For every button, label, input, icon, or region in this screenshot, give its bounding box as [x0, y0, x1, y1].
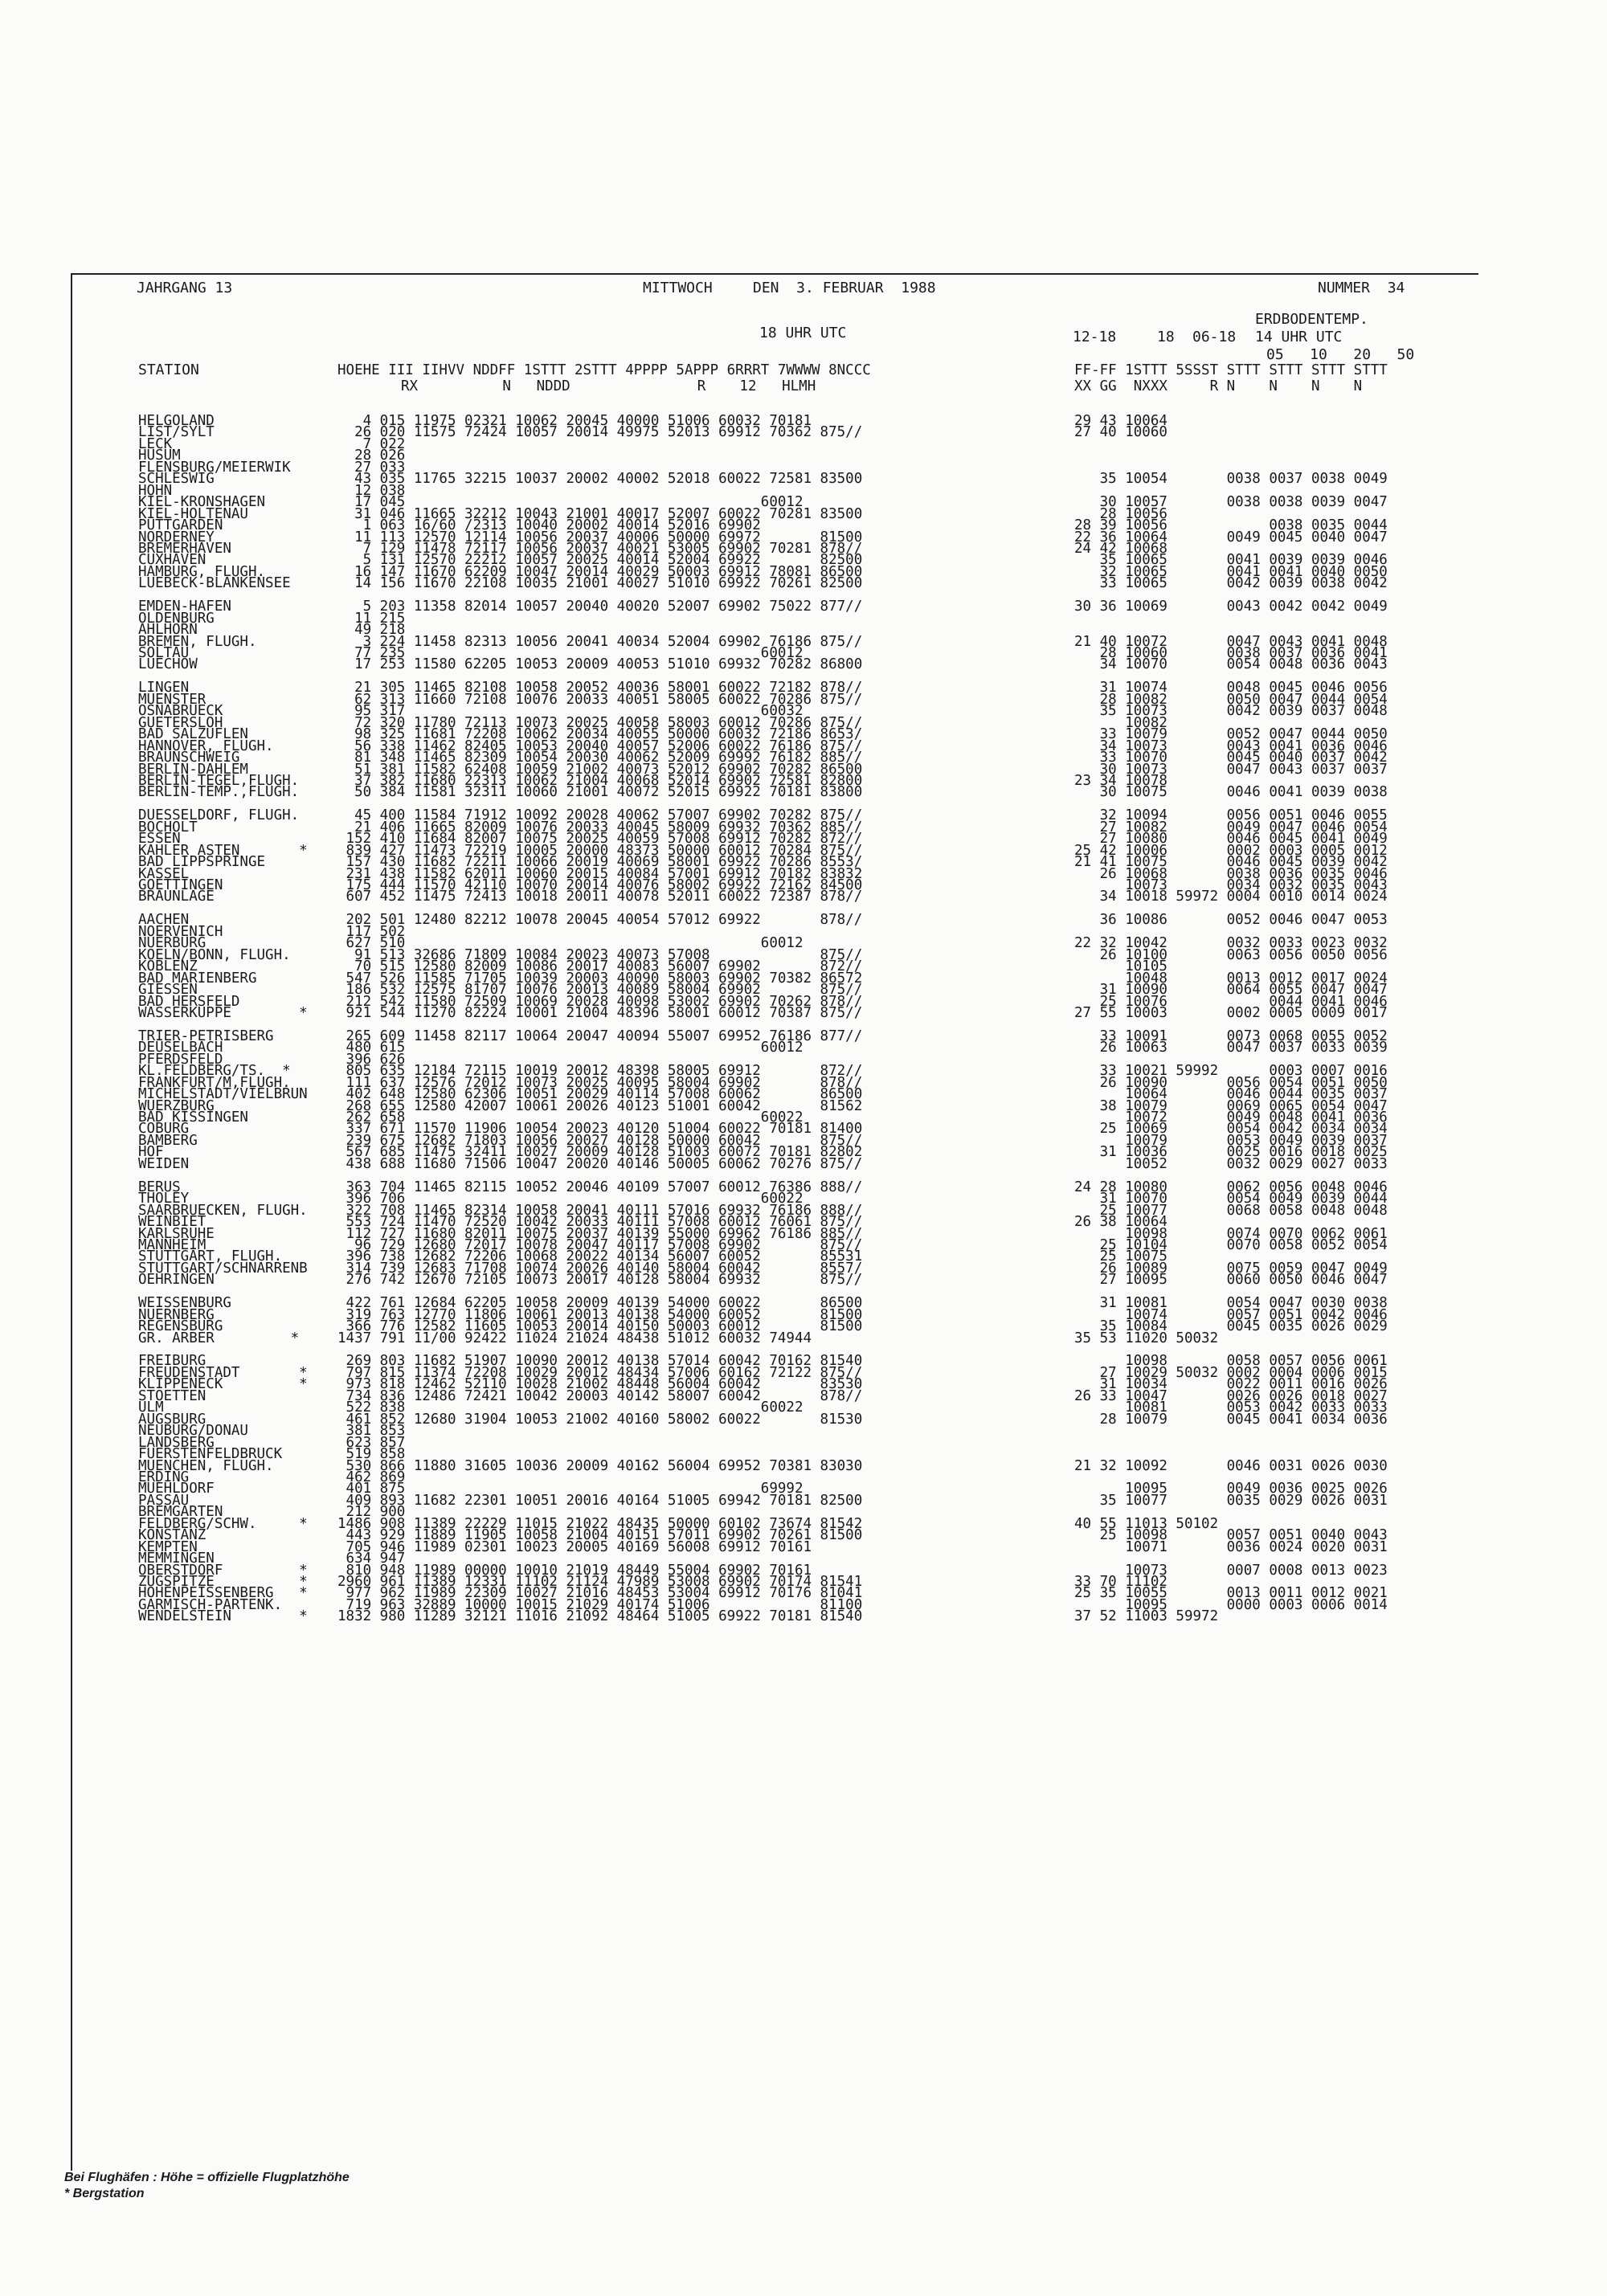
- right-values: 22 36 10064 0049 0045 0040 0047: [1074, 529, 1388, 545]
- right-values: 22 32 10042 0032 0033 0023 0032: [1074, 935, 1388, 952]
- footnote-mountain-station: * Bergstation: [64, 2187, 145, 2200]
- observation-values: 797 815 11374 72208 10029 20012 48434 57006 60162 72122 875//: [337, 1364, 863, 1381]
- station-name: WEINBIET: [138, 1214, 206, 1231]
- right-values: 23 34 10078: [1074, 772, 1167, 789]
- observation-values: 212 542 11580 72509 10069 20028 40098 53002 69902 70262 878//: [337, 993, 863, 1010]
- right-values: 31 10074 0048 0045 0046 0056: [1074, 680, 1388, 697]
- right-values: 27 10080 0046 0045 0041 0049: [1074, 831, 1388, 848]
- observation-values: 157 430 11682 72211 10066 20019 40069 58001 69922 70286 8553/: [337, 854, 863, 871]
- station-name: LINGEN: [138, 680, 190, 697]
- station-name: MEMMINGEN: [138, 1550, 215, 1567]
- observation-values: 422 761 12684 62205 10058 20009 40139 54000 60022 86500: [337, 1295, 863, 1312]
- right-values: 31 10036 0025 0016 0018 0025: [1074, 1144, 1388, 1161]
- station-name: HUSUM: [138, 447, 181, 464]
- observation-values: 363 704 11465 82115 10052 20046 40109 57007 60012 76386 888//: [337, 1179, 863, 1195]
- station-name: HELGOLAND: [138, 413, 215, 429]
- station-name: OEHRINGEN: [138, 1272, 215, 1289]
- observation-values: 117 502: [337, 923, 406, 940]
- station-name: AACHEN: [138, 912, 190, 929]
- observation-values: 212 900: [337, 1504, 406, 1521]
- observation-values: 1 063 16/60 /2313 10040 20002 40014 52016 69902: [337, 517, 761, 534]
- right-values: 26 10068 0038 0036 0035 0046: [1074, 865, 1388, 882]
- station-name: NOERVENICH: [138, 923, 223, 940]
- right-values: 25 10076 0044 0041 0046: [1074, 993, 1388, 1010]
- depth-labels: 05 10 20 50: [1266, 346, 1415, 363]
- right-values: 25 42 10006 0002 0003 0005 0012: [1074, 842, 1388, 859]
- observation-values: 186 532 12575 81707 10076 20013 40089 58004 69902 875//: [337, 982, 863, 999]
- station-name: NUERBURG: [138, 935, 206, 952]
- observation-values: 734 836 12486 72421 10042 20003 40142 58007 60042 878//: [337, 1387, 863, 1404]
- station-name: HOHENPEISSENBERG *: [138, 1585, 308, 1602]
- station-name: BERUS: [138, 1179, 181, 1195]
- station-name: AHLHORN: [138, 622, 198, 639]
- station-name: REGENSBURG: [138, 1318, 223, 1335]
- station-name: KIEL-HOLTENAU: [138, 505, 248, 522]
- right-values: 27 10082 0049 0047 0046 0054: [1074, 819, 1388, 835]
- right-values: 34 10070 0054 0048 0036 0043: [1074, 656, 1388, 673]
- right-values: 26 10089 0075 0059 0047 0049: [1074, 1260, 1388, 1277]
- right-values: 10074 0057 0051 0042 0046: [1074, 1306, 1388, 1323]
- weekday-label: MITTWOCH: [643, 280, 713, 296]
- jahrgang-label: JAHRGANG 13: [137, 280, 233, 296]
- right-values: 29 43 10064: [1074, 413, 1167, 429]
- station-name: FUERSTENFELDBRUCK: [138, 1446, 283, 1463]
- station-name: FREIBURG: [138, 1353, 206, 1370]
- station-name: SOLTAU: [138, 645, 190, 661]
- station-name: GARMISCH-PARTENK.: [138, 1596, 283, 1613]
- station-name: BERLIN-TEMP.,FLUGH.: [138, 784, 300, 801]
- station-name: ERDING: [138, 1469, 190, 1485]
- station-name: LUECHOW: [138, 656, 198, 673]
- right-values: 25 10104 0070 0058 0052 0054: [1074, 1236, 1388, 1253]
- station-name: NORDERNEY: [138, 529, 215, 545]
- station-name: FRANKFURT/M,FLUGH.: [138, 1074, 291, 1091]
- observation-values: 1832 980 11289 32121 11016 21092 48464 51005 69922 70181 81540: [337, 1608, 863, 1625]
- observation-values: 623 857: [337, 1434, 406, 1451]
- observation-values: 396 738 12682 72206 10068 20022 40134 56007 60052 85531: [337, 1248, 863, 1265]
- station-name: GR. ARBER *: [138, 1330, 300, 1346]
- observation-values: 28 026: [337, 447, 406, 464]
- right-values: 35 10073 0042 0039 0037 0048: [1074, 703, 1388, 720]
- station-name: BAD LIPPSPRINGE: [138, 854, 266, 871]
- station-name: BERLIN-DAHLEM: [138, 761, 248, 778]
- right-values: 31 10090 0064 0055 0047 0047: [1074, 982, 1388, 999]
- observation-values: 977 962 11989 22309 10027 21016 48453 53004 69912 70176 81041: [337, 1585, 863, 1602]
- station-name: STOETTEN: [138, 1387, 206, 1404]
- station-name: THOLEY: [138, 1191, 190, 1207]
- observation-values: 5 203 11358 82014 10057 20040 40020 52007 69902 75022 877//: [337, 599, 863, 615]
- station-name: PUTTGARDEN: [138, 517, 223, 534]
- observation-values: 319 763 12770 11806 10061 20013 40138 54000 60052 81500: [337, 1306, 863, 1323]
- observation-values: 50 384 11581 32311 10060 21001 40072 52015 69922 70181 83800: [337, 784, 863, 801]
- station-name: TRIER-PETRISBERG: [138, 1027, 274, 1044]
- issue-number: NUMMER 34: [1318, 280, 1405, 296]
- right-values: 27 10095 0060 0050 0046 0047: [1074, 1272, 1388, 1289]
- station-name: KASSEL: [138, 865, 190, 882]
- observation-values: 409 893 11682 22301 10051 20016 40164 51005 69942 70181 82500: [337, 1492, 863, 1509]
- observation-values: 810 948 11989 00000 10010 21019 48449 55004 69902 70161: [337, 1562, 812, 1579]
- station-name: BAD MARIENBERG: [138, 970, 257, 987]
- right-values: 24 42 10068: [1074, 540, 1167, 557]
- station-name: NUERNBERG: [138, 1306, 215, 1323]
- right-values: 35 10077 0035 0029 0026 0031: [1074, 1492, 1388, 1509]
- right-values: 10079 0053 0049 0039 0037: [1074, 1132, 1388, 1149]
- right-values: 26 10063 0047 0037 0033 0039: [1074, 1040, 1388, 1056]
- station-name: BRAUNLAGE: [138, 889, 215, 905]
- station-name: KAHLER ASTEN *: [138, 842, 308, 859]
- station-name: BOCHOLT: [138, 819, 198, 835]
- observation-values: 519 858: [337, 1446, 406, 1463]
- main-column-codes-2: RX N NDDD R 12 HLMH: [401, 378, 816, 394]
- right-values: 33 10070 0045 0040 0037 0042: [1074, 750, 1388, 766]
- observation-values: 21 406 11665 82009 10076 20033 40045 58009 69932 70362 885//: [337, 819, 863, 835]
- observation-values: 547 526 11585 71705 10039 20003 40090 58003 69902 70382 86572: [337, 970, 863, 987]
- station-name: OBERSTDORF *: [138, 1562, 308, 1579]
- right-values: 10081 0053 0042 0033 0033: [1074, 1399, 1388, 1416]
- observation-values: 402 648 12580 62306 10051 20029 40114 57008 60062 86500: [337, 1086, 863, 1103]
- observation-values: 111 637 12576 72012 10073 20025 40095 58004 69902 878//: [337, 1074, 863, 1091]
- right-values: 10098 0058 0057 0056 0061: [1074, 1353, 1388, 1370]
- station-name: DUESSELDORF, FLUGH.: [138, 807, 300, 824]
- observation-values: 973 818 12462 52110 10028 21002 48448 56004 60042 83530: [337, 1376, 863, 1393]
- observation-values: 21 305 11465 82108 10058 20052 40036 58001 60022 72182 878//: [337, 680, 863, 697]
- station-name: FELDBERG/SCHW. *: [138, 1515, 308, 1532]
- observation-values: 91 513 32686 71809 10084 20023 40073 57008 875//: [337, 946, 863, 963]
- right-values: 26 33 10047 0026 0026 0018 0027: [1074, 1387, 1388, 1404]
- right-values: 33 10091 0073 0068 0055 0052: [1074, 1027, 1388, 1044]
- right-values: 32 10094 0056 0051 0046 0055: [1074, 807, 1388, 824]
- right-values: 21 32 10092 0046 0031 0026 0030: [1074, 1457, 1388, 1474]
- observation-values: 265 609 11458 82117 10064 20047 40094 55007 69952 76186 877//: [337, 1027, 863, 1044]
- observation-values: 239 675 12682 71803 10056 20027 40128 50000 60042 875//: [337, 1132, 863, 1149]
- observation-values: 4 015 11975 02321 10062 20045 40000 51006 60032 70181: [337, 413, 812, 429]
- right-column-codes-2: XX GG NXXX R N N N N: [1074, 378, 1363, 394]
- observation-values: 1486 908 11389 22229 11015 21022 48435 50000 60102 73674 81542: [337, 1515, 863, 1532]
- station-name: BERLIN-TEGEL,FLUGH.: [138, 772, 300, 789]
- station-name: PFERDSFELD: [138, 1051, 223, 1068]
- observation-values: 43 035 11765 32215 10037 20002 40002 52018 60022 72581 83500: [337, 471, 863, 488]
- observation-values: 480 615 60012: [337, 1040, 804, 1056]
- right-values: 26 10100 0063 0056 0050 0056: [1074, 946, 1388, 963]
- right-values: 33 10065 0042 0039 0038 0042: [1074, 575, 1388, 592]
- observation-values: 62 313 11660 72108 10076 20033 40051 58005 60022 70286 875//: [337, 691, 863, 708]
- observation-values: 27 033: [337, 459, 406, 476]
- right-values: 31 10081 0054 0047 0030 0038: [1074, 1295, 1388, 1312]
- observation-values: 443 929 11889 11905 10058 21004 40151 57011 69902 70261 81500: [337, 1527, 863, 1544]
- observation-values: 921 544 11270 82224 10001 21004 48396 58001 60012 70387 875//: [337, 1004, 863, 1021]
- right-values: 25 10098 0057 0051 0040 0043: [1074, 1527, 1388, 1544]
- station-name: MUENCHEN, FLUGH.: [138, 1457, 274, 1474]
- group-06-18: 06-18: [1192, 329, 1237, 345]
- observation-values: 17 045 60012: [337, 494, 804, 511]
- observation-values: 607 452 11475 72413 10018 20011 40078 52011 60022 72387 878//: [337, 889, 863, 905]
- right-column-codes: FF-FF 1STTT 5SSST STTT STTT STTT STTT: [1074, 362, 1388, 378]
- right-values: 27 55 10003 0002 0005 0009 0017: [1074, 1004, 1388, 1021]
- observation-values: 12 038: [337, 482, 406, 499]
- station-name: GUETERSLOH: [138, 714, 223, 731]
- observation-values: 95 317 60032: [337, 703, 804, 720]
- right-values: 28 10060 0038 0037 0036 0041: [1074, 645, 1388, 661]
- observation-values: 381 853: [337, 1423, 406, 1440]
- right-values: 10095 0000 0003 0006 0014: [1074, 1596, 1388, 1613]
- group-18: 18: [1157, 329, 1175, 345]
- observation-values: 314 739 12683 71708 10074 20026 40140 58004 60042 8557/: [337, 1260, 863, 1277]
- station-name: KL.FELDBERG/TS. *: [138, 1063, 291, 1080]
- observation-values: 438 688 11680 71506 10047 20020 40146 50005 60062 70276 875//: [337, 1155, 863, 1172]
- station-name: CUXHAVEN: [138, 552, 206, 569]
- right-values: 33 10021 59992 0003 0007 0016: [1074, 1063, 1388, 1080]
- observation-values: 462 869: [337, 1469, 406, 1485]
- observation-values: 553 724 11470 72520 10042 20033 40111 57008 60012 76061 875//: [337, 1214, 863, 1231]
- station-name: KARLSRUHE: [138, 1225, 215, 1242]
- station-name: MUENSTER: [138, 691, 206, 708]
- right-values: 28 39 10056 0038 0035 0044: [1074, 517, 1388, 534]
- observation-values: 49 218: [337, 622, 406, 639]
- station-name: BAD KISSINGEN: [138, 1109, 248, 1126]
- station-name: STUTTGART/SCHNARRENB: [138, 1260, 308, 1277]
- observation-values: 719 963 32889 10000 10015 21029 40174 51006 81100: [337, 1596, 863, 1613]
- observation-values: 45 400 11584 71912 10092 20028 40062 57007 69902 70282 875//: [337, 807, 863, 824]
- observation-values: 16 147 11670 62209 10047 20014 40029 50003 69912 78081 86500: [337, 563, 863, 580]
- station-name: BAMBERG: [138, 1132, 198, 1149]
- station-name: KLIPPENECK *: [138, 1376, 308, 1393]
- observation-values: 805 635 12184 72115 10019 20012 48398 58005 69912 872//: [337, 1063, 863, 1080]
- station-name: HANNOVER, FLUGH.: [138, 737, 274, 754]
- observation-values: 17 253 11580 62205 10053 20009 40053 51010 69932 70282 86800: [337, 656, 863, 673]
- observation-values: 231 438 11582 62011 10060 20015 40084 57001 69912 70182 83832: [337, 865, 863, 882]
- station-name: FLENSBURG/MEIERWIK: [138, 459, 291, 476]
- erdboden-time: 14 UHR UTC: [1255, 329, 1343, 345]
- right-values: 26 38 10064: [1074, 1214, 1167, 1231]
- right-values: 10073 0034 0032 0035 0043: [1074, 877, 1388, 893]
- observation-values: 337 671 11570 11906 10054 20023 40120 51004 60022 70181 81400: [337, 1121, 863, 1138]
- station-name: GIESSEN: [138, 982, 198, 999]
- observation-values: 98 325 11681 72208 10062 20034 40055 50000 60032 72186 8653/: [337, 726, 863, 743]
- station-name: WEIDEN: [138, 1155, 190, 1172]
- station-name: WUERZBURG: [138, 1097, 215, 1114]
- station-name: BREMEN, FLUGH.: [138, 633, 257, 650]
- observation-values: 37 382 11680 22313 10062 21004 40068 52014 69902 72581 82800: [337, 772, 863, 789]
- station-name: KONSTANZ: [138, 1527, 206, 1544]
- observation-values: 31 046 11665 32212 10043 21001 40017 52007 60022 70281 83500: [337, 505, 863, 522]
- right-values: 25 10077 0068 0058 0048 0048: [1074, 1202, 1388, 1219]
- right-values: 38 10079 0069 0065 0054 0047: [1074, 1097, 1388, 1114]
- station-name: KOELN/BONN, FLUGH.: [138, 946, 291, 963]
- station-name: GOETTINGEN: [138, 877, 223, 893]
- station-name: ESSEN: [138, 831, 181, 848]
- station-name: HOF: [138, 1144, 164, 1161]
- station-name: BREMERHAVEN: [138, 540, 231, 557]
- right-values: 25 35 10055 0013 0011 0012 0021: [1074, 1585, 1388, 1602]
- right-values: 21 40 10072 0047 0043 0041 0048: [1074, 633, 1388, 650]
- right-values: 35 10084 0045 0035 0026 0029: [1074, 1318, 1388, 1335]
- station-name: HAMBURG, FLUGH.: [138, 563, 266, 580]
- observation-values: 81 348 11465 82309 10054 20030 40062 52009 69992 76182 885//: [337, 750, 863, 766]
- right-values: 10052 0032 0029 0027 0033: [1074, 1155, 1388, 1172]
- right-values: 40 55 11013 50102: [1074, 1515, 1219, 1532]
- station-name: EMDEN-HAFEN: [138, 599, 231, 615]
- right-values: 30 10073 0047 0043 0037 0037: [1074, 761, 1388, 778]
- observation-values: 96 729 12680 72017 10078 20047 40117 57008 69902 875//: [337, 1236, 863, 1253]
- station-name: WEISSENBURG: [138, 1295, 231, 1312]
- station-name: AUGSBURG: [138, 1411, 206, 1428]
- right-values: 27 40 10060: [1074, 424, 1167, 441]
- observation-values: 276 742 12670 72105 10073 20017 40128 58004 69932 875//: [337, 1272, 863, 1289]
- station-name: LUEBECK-BLANKENSEE: [138, 575, 291, 592]
- right-values: 35 53 11020 50032: [1074, 1330, 1219, 1346]
- right-values: 33 70 11102: [1074, 1574, 1167, 1590]
- station-name: BREMGARTEN: [138, 1504, 223, 1521]
- right-values: 10095 0049 0036 0025 0026: [1074, 1481, 1388, 1497]
- station-name: DEUSELBACH: [138, 1040, 223, 1056]
- station-name: HOHN: [138, 482, 173, 499]
- right-values: 35 10065 0041 0039 0039 0046: [1074, 552, 1388, 569]
- right-values: 36 10086 0052 0046 0047 0053: [1074, 912, 1388, 929]
- right-values: 27 10029 50032 0002 0004 0006 0015: [1074, 1364, 1388, 1381]
- observation-values: 51 381 11582 62408 10059 21002 40073 52012 69902 70282 86500: [337, 761, 863, 778]
- right-values: 28 10082 0050 0047 0044 0054: [1074, 691, 1388, 708]
- observation-values: 627 510 60012: [337, 935, 804, 952]
- station-name: MANNHEIM: [138, 1236, 206, 1253]
- station-name: KOBLENZ: [138, 958, 198, 975]
- station-name: OSNABRUECK: [138, 703, 223, 720]
- right-values: 33 10079 0052 0047 0044 0050: [1074, 726, 1388, 743]
- observation-values: 175 444 11570 42110 10070 20014 40076 58002 69922 72162 84500: [337, 877, 863, 893]
- group-12-18: 12-18: [1073, 329, 1117, 345]
- observation-values: 11 215: [337, 610, 406, 627]
- observation-values: 530 866 11880 31605 10036 20009 40162 56004 69952 70381 83030: [337, 1457, 863, 1474]
- right-values: 30 36 10069 0043 0042 0042 0049: [1074, 599, 1388, 615]
- observation-values: 5 131 12570 22212 10057 20025 40014 52004 69922 82500: [337, 552, 863, 569]
- station-name: WENDELSTEIN *: [138, 1608, 308, 1625]
- station-name: BRAUNSCHWEIG: [138, 750, 240, 766]
- station-name: LECK: [138, 435, 173, 452]
- station-name: MICHELSTADT/VIELBRUN: [138, 1086, 308, 1103]
- right-values: 34 10073 0043 0041 0036 0046: [1074, 737, 1388, 754]
- right-values: 21 41 10075 0046 0045 0039 0042: [1074, 854, 1388, 871]
- station-name: COBURG: [138, 1121, 190, 1138]
- station-name: ZUGSPITZE *: [138, 1574, 308, 1590]
- right-values: 10072 0049 0048 0041 0036: [1074, 1109, 1388, 1126]
- observation-values: 401 875 69992: [337, 1481, 804, 1497]
- station-name: BAD SALZUFLEN: [138, 726, 248, 743]
- observation-values: 112 727 11680 82011 10075 20037 40139 55000 69962 76186 885//: [337, 1225, 863, 1242]
- observation-values: 522 838 60022: [337, 1399, 804, 1416]
- station-name: MUEHLDORF: [138, 1481, 215, 1497]
- right-values: 10048 0013 0012 0017 0024: [1074, 970, 1388, 987]
- table-row: [0, 1608, 1607, 1624]
- main-column-codes: HOEHE III IIHVV NDDFF 1STTT 2STTT 4PPPP 5APPP 6RRRT 7WWWW 8NCCC: [337, 362, 871, 378]
- observation-values: 268 655 12580 42007 10061 20026 40123 51001 60042 81562: [337, 1097, 863, 1114]
- right-values: 25 10075: [1074, 1248, 1167, 1265]
- date-label: DEN 3. FEBRUAR 1988: [753, 280, 936, 296]
- observation-values: 77 235 60012: [337, 645, 804, 661]
- observation-values: 634 947: [337, 1550, 406, 1567]
- right-values: 32 10065 0041 0041 0040 0050: [1074, 563, 1388, 580]
- group-18-uhr: 18 UHR UTC: [759, 325, 847, 341]
- right-values: 10082: [1074, 714, 1167, 731]
- station-name: OLDENBURG: [138, 610, 215, 627]
- station-name: FREUDENSTADT *: [138, 1364, 308, 1381]
- station-name: KEMPTEN: [138, 1538, 198, 1555]
- observation-values: 70 515 12580 82009 10086 20017 40083 56007 69902 872//: [337, 958, 863, 975]
- observation-values: 14 156 11670 22108 10035 21001 40027 51010 69922 70261 82500: [337, 575, 863, 592]
- station-name: ULM: [138, 1399, 164, 1416]
- observation-values: 1437 791 11/00 92422 11024 21024 48438 51012 60032 74944: [337, 1330, 812, 1346]
- observation-values: 705 946 11989 02301 10023 20005 40169 56008 69912 70161: [337, 1538, 812, 1555]
- station-name: PASSAU: [138, 1492, 190, 1509]
- right-values: 34 10018 59972 0004 0010 0014 0024: [1074, 889, 1388, 905]
- station-name: LIST/SYLT: [138, 424, 215, 441]
- right-values: 10071 0036 0024 0020 0031: [1074, 1538, 1388, 1555]
- station-name: STUTTGART, FLUGH.: [138, 1248, 283, 1265]
- right-values: 26 10090 0056 0054 0051 0050: [1074, 1074, 1388, 1091]
- observation-values: 3 224 11458 82313 10056 20041 40034 52004 69902 76186 875//: [337, 633, 863, 650]
- station-name: SCHLESWIG: [138, 471, 215, 488]
- observation-values: 567 685 11475 32411 10027 20009 40128 51003 60072 70181 82802: [337, 1144, 863, 1161]
- observation-values: 461 852 12680 31904 10053 21002 40160 58002 60022 81530: [337, 1411, 863, 1428]
- observation-values: 396 626: [337, 1051, 406, 1068]
- footnote-airport-height: Bei Flughäfen : Höhe = offizielle Flugplatzhöhe: [64, 2171, 350, 2184]
- right-values: 31 10070 0054 0049 0039 0044: [1074, 1191, 1388, 1207]
- right-values: 10064 0046 0044 0035 0037: [1074, 1086, 1388, 1103]
- station-name: LANDSBERG: [138, 1434, 215, 1451]
- right-values: 24 28 10080 0062 0056 0048 0046: [1074, 1179, 1388, 1195]
- right-values: 37 52 11003 59972: [1074, 1608, 1219, 1625]
- observation-values: 322 708 11465 82314 10058 20041 40111 57016 69932 76186 888//: [337, 1202, 863, 1219]
- observation-values: 2960 961 11389 12331 11102 21124 47989 53008 69902 70174 81541: [337, 1574, 863, 1590]
- station-name: NEUBURG/DONAU: [138, 1423, 248, 1440]
- observation-values: 262 658 60022: [337, 1109, 804, 1126]
- observation-values: 202 501 12480 82212 10078 20045 40054 57012 69922 878//: [337, 912, 863, 929]
- station-name: WASSERKUPPE *: [138, 1004, 308, 1021]
- station-name: SAARBRUECKEN, FLUGH.: [138, 1202, 308, 1219]
- observation-values: 7 022: [337, 435, 406, 452]
- right-values: 28 10056: [1074, 505, 1167, 522]
- right-values: 10105: [1074, 958, 1167, 975]
- observation-values: 366 776 12582 11605 10053 20014 40150 50003 60012 81500: [337, 1318, 863, 1335]
- right-values: 25 10069 0054 0042 0034 0034: [1074, 1121, 1388, 1138]
- right-values: 30 10075 0046 0041 0039 0038: [1074, 784, 1388, 801]
- observation-values: 56 338 11462 82405 10053 20040 40057 52006 60022 76186 875//: [337, 737, 863, 754]
- station-name: KIEL-KRONSHAGEN: [138, 494, 266, 511]
- erdboden-title: ERDBODENTEMP.: [1255, 311, 1368, 328]
- right-values: 10098 0074 0070 0062 0061: [1074, 1225, 1388, 1242]
- observation-values: 152 410 11684 82007 10075 20025 40059 57008 69912 70282 872//: [337, 831, 863, 848]
- right-values: 28 10079 0045 0041 0034 0036: [1074, 1411, 1388, 1428]
- right-values: 35 10054 0038 0037 0038 0049: [1074, 471, 1388, 488]
- right-values: 30 10057 0038 0038 0039 0047: [1074, 494, 1388, 511]
- observation-values: 11 113 12570 12114 10056 20037 40006 50000 69972 81500: [337, 529, 863, 545]
- right-values: 31 10034 0022 0011 0016 0026: [1074, 1376, 1388, 1393]
- observation-values: 396 706 60022: [337, 1191, 804, 1207]
- observation-values: 72 320 11780 72113 10073 20025 40058 58003 60012 70286 875//: [337, 714, 863, 731]
- observation-values: 26 020 11575 72424 10057 20014 49975 52013 69912 70362 875//: [337, 424, 863, 441]
- station-name: BAD HERSFELD: [138, 993, 240, 1010]
- observation-values: 269 803 11682 51907 10090 20012 40138 57014 60042 70162 81540: [337, 1353, 863, 1370]
- station-header: STATION: [138, 362, 199, 378]
- observation-values: 839 427 11473 72219 10005 20000 48373 50000 60012 70284 875//: [337, 842, 863, 859]
- right-values: 10073 0007 0008 0013 0023: [1074, 1562, 1388, 1579]
- observation-values: 7 129 11478 72117 10056 20037 40021 53005 69902 70281 878//: [337, 540, 863, 557]
